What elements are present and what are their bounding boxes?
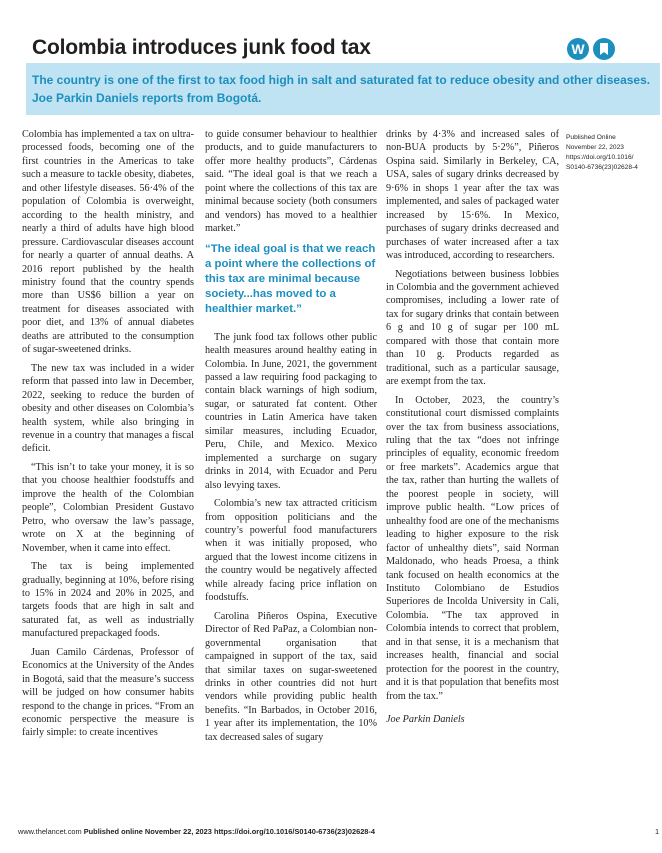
- w-icon[interactable]: [567, 38, 589, 60]
- pull-quote: “The ideal goal is that we reach a point where the collections of this tax are minimal because society...has moved to a healthier market.”: [205, 242, 376, 315]
- column-3: [386, 128, 559, 731]
- paragraph: Colombia’s new tax attracted criticism from opposition politicians and the country’s powerful food manufacturers when it was initially proposed, who argued that the lowest income citizens in the country would be negatively affected while already facing price inflation on foodstuffs.: [205, 498, 377, 604]
- column-2: [205, 128, 377, 749]
- w-glyph: W: [571, 41, 585, 57]
- footer-published: Published online November 22, 2023: [83, 827, 212, 836]
- paragraph: Carolina Piñeros Ospina, Executive Director of Red PaPaz, a Colombian non-governmental organisation that campaigned in support of the tax, said that similar taxes on sugar-sweetened drinks in other countries did not hurt vendors while providing public health benefits. “In Barbados, in October 2016, 1 year after its implementation, the 10% tax decreased sales of sugary: [205, 610, 377, 743]
- paragraph: The tax is being implemented gradually, beginning at 10%, before rising to 15% in 2024 and 20% in 2025, and targets foods that are high in salt and saturated fat, as well as industrially manufactured prepackaged foods.: [22, 561, 194, 640]
- doi-link[interactable]: https://doi.org/10.1016/: [566, 154, 634, 161]
- paragraph: Colombia has implemented a tax on ultra-processed foods, becoming one of the first countries in the Americas to take such a measure to tackle obesity, diabetes, and other lifestyle diseases. 56·4% of the population of Colombia is overweight, according to the health ministry, and nearly a third of adults have high blood pressure. Cardiovascular diseases account for nearly a quarter of annual deaths. A 2016 report published by the health ministry found that the country spends more than US$6 billion a year on treatment for diseases associated with poor diet, and 13% of annual diabetes deaths are attributed to the consumption of sugar-sweetened drinks.: [22, 129, 194, 356]
- byline: Joe Parkin Daniels: [386, 714, 465, 726]
- crossmark-icon[interactable]: [593, 38, 615, 60]
- paragraph: drinks by 4·3% and increased sales of non-BUA products by 5·2%”, Piñeros Ospina said. Similarly in Berkeley, CA, USA, sales of sugary drinks decreased by 9·6% in shops 1 year after the tax was implemented, and sales of packaged water increased by 15·6%. In Mexico, purchases of sugary drinks decreased and purchases of water increased after a tax was introduced, according to researchers.: [386, 129, 559, 262]
- published-label: Published Online: [566, 134, 616, 141]
- column-1: [22, 128, 194, 745]
- footer-site[interactable]: www.thelancet.com: [18, 827, 82, 836]
- publication-sidenote: [566, 133, 658, 173]
- page-number: 1: [655, 827, 660, 836]
- paragraph: to guide consumer behaviour to healthier products, and to guide manufacturers to offer more healthy products”, Cárdenas said. “The ideal goal is that we reach a point where the collections of this tax are minimal because society (both consumers and vendors) has moved to a healthier market.”: [205, 129, 377, 235]
- article-title: Colombia introduces junk food tax: [32, 36, 371, 59]
- paragraph: In October, 2023, the country’s constitutional court dismissed complaints over the tax from business associations, ruling that the tax “does not infringe principles of equality, economic freedom or free markets”. Academics argue that the tax, rather than hurting the wallets of the poorest people in society, will improve public health. “Low prices of unhealthy food are one of the mechanisms leading to higher exposure to the risk factor of unhealthy diets”, said Norman Maldonado, who heads Proesa, a think tank focused on health economics at the Instituto Colombiano de Estudios Superiores de Incolda University in Cali, Colombia. “The tax approved in Colombia intends to correct that problem, and in that sense, it is a mechanism that increases health, financial and social protection for the poorest in the country, and it is that population that benefits most from the tax.”: [386, 394, 559, 702]
- paragraph: The junk food tax follows other public health measures around healthy eating in Colombia. In June, 2021, the government passed a law requiring food packaging to contain black warnings of high sodium, sugar, or saturated fat content. Other countries in Latin America have taken similar measures, including Ecuador, Peru, Chile, and Mexico. Mexico implemented a surcharge on sugary drinks in 2014, with Ecuador and Peru also levying taxes.: [205, 331, 377, 491]
- doi-link-cont[interactable]: S0140-6736(23)02628-4: [566, 164, 638, 171]
- page-footer: [18, 827, 375, 836]
- paragraph: The new tax was included in a wider reform that passed into law in December, 2022, seeking to reduce the burden of obesity and other diseases on Colombia’s health system, while also bringing in revenue in a country that manages a fiscal deficit.: [22, 362, 194, 455]
- published-date: November 22, 2023: [566, 144, 624, 151]
- paragraph: Negotiations between business lobbies in Colombia and the government achieved compromises, including a lower rate of tax for sugary drinks that contain between 6 g and 10 g of sugar per 100 mL compared with those that contain more than 10 g. Products regarded as traditional, such as a particular sausage, are exempt from the tax.: [386, 268, 559, 388]
- footer-doi[interactable]: https://doi.org/10.1016/S0140-6736(23)02628-4: [213, 827, 375, 836]
- paragraph: “This isn’t to take your money, it is so that you choose healthier foodstuffs and improve the health of the Colombian people”, Colombian President Gustavo Petro, who oversaw the law’s passage, wrote on X at the beginning of November, when it came into effect.: [22, 461, 194, 554]
- standfirst: The country is one of the first to tax food high in salt and saturated fat to reduce obesity and other diseases. Joe Parkin Daniels reports from Bogotá.: [26, 63, 660, 115]
- paragraph: Juan Camilo Cárdenas, Professor of Economics at the University of the Andes in Bogotá, said that the measure’s success will be judged on how consumer habits respond to the change in prices. “From an economic perspective the measure is fairly simple: to create incentives: [22, 646, 194, 739]
